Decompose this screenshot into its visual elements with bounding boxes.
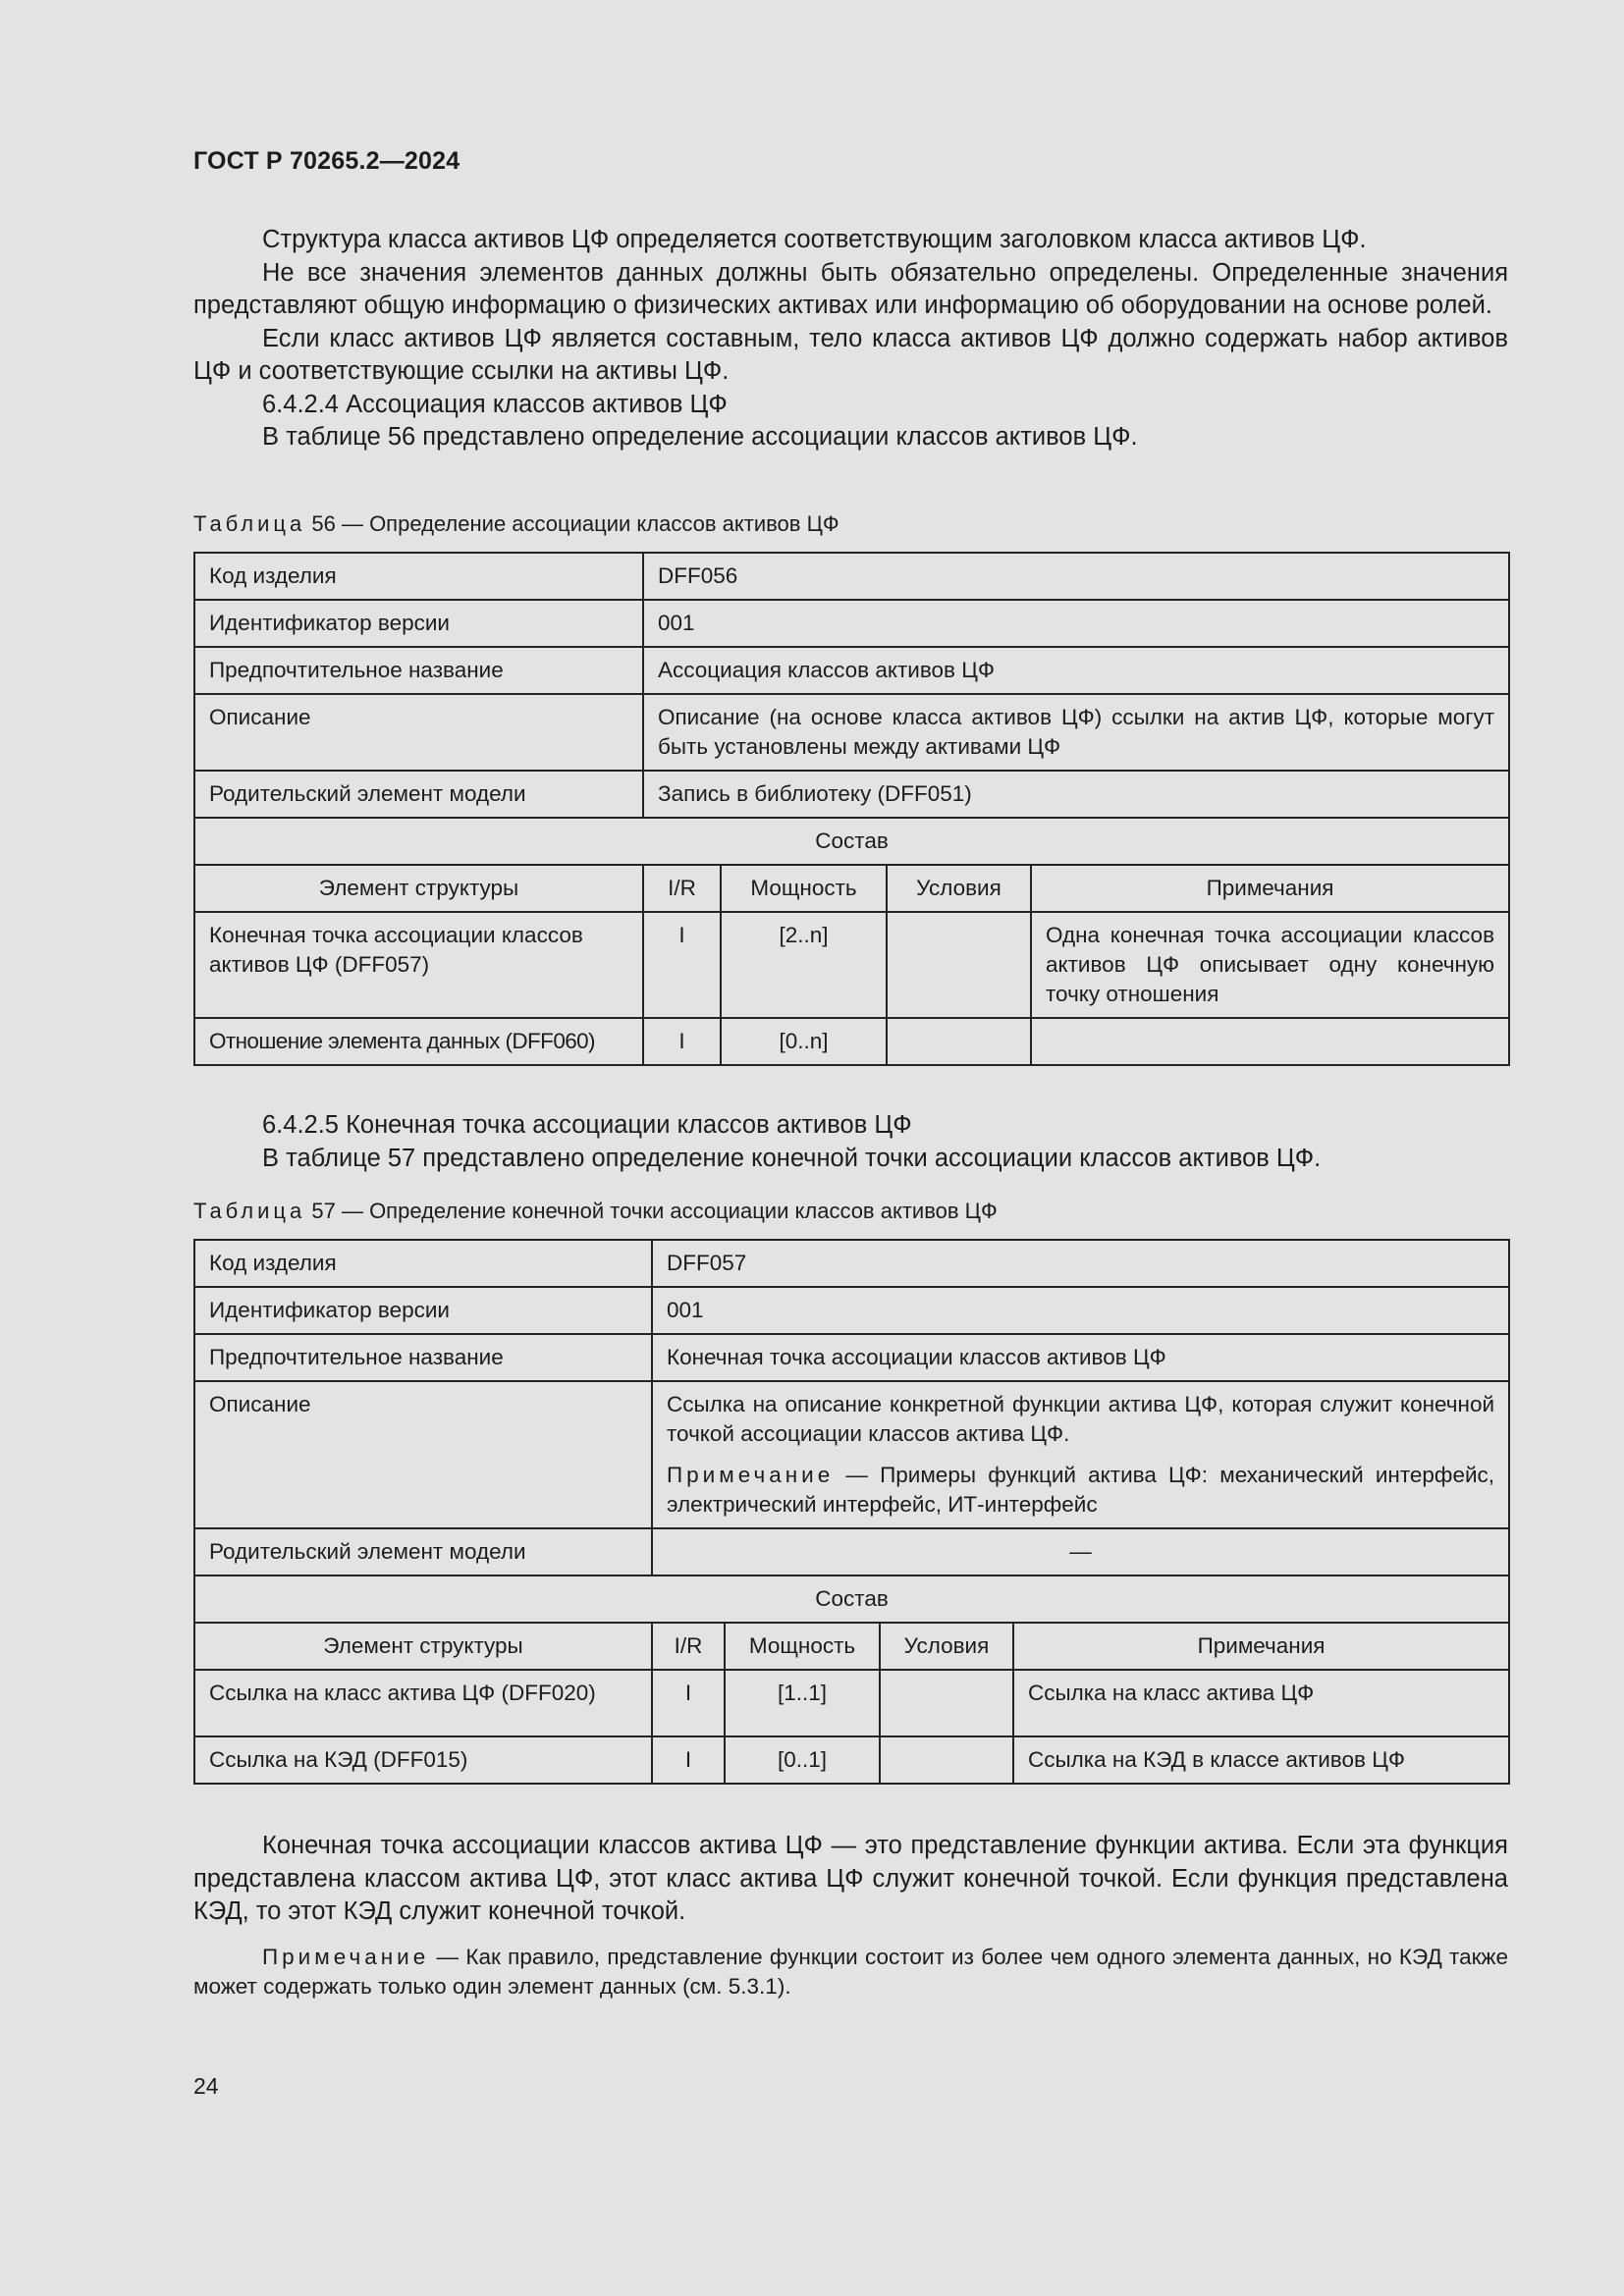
notes-cell: Одна конечная точка ассоциации классов активов ЦФ описывает одну конечную точку отношения bbox=[1031, 912, 1509, 1018]
power-cell: [1..1] bbox=[725, 1670, 880, 1736]
composition-row bbox=[194, 1575, 1509, 1623]
row-label: Родительский элемент модели bbox=[194, 1528, 652, 1575]
closing-note bbox=[193, 1943, 1508, 2002]
row-label: Описание bbox=[194, 694, 643, 771]
note-text: — Как правило, представление функции состоит из более чем одного элемента данных, но КЭД также может содержать только один элемент данных (см. 5.3.1). bbox=[193, 1944, 1508, 1999]
table56-caption-prefix: Таблица bbox=[193, 511, 306, 536]
ir-cell: I bbox=[652, 1736, 725, 1784]
table56 bbox=[193, 552, 1510, 1066]
document-header: ГОСТ Р 70265.2—2024 bbox=[193, 147, 460, 175]
element-cell: Конечная точка ассоциации классов активов ЦФ (DFF057) bbox=[194, 912, 643, 1018]
table-row bbox=[194, 647, 1509, 694]
conditions-cell bbox=[887, 1018, 1031, 1065]
column-header: Элемент структуры bbox=[194, 1623, 652, 1670]
table-row bbox=[194, 1381, 1509, 1528]
table-row bbox=[194, 1334, 1509, 1381]
table-row bbox=[194, 1528, 1509, 1575]
row-value: DFF057 bbox=[652, 1240, 1509, 1287]
notes-cell: Ссылка на класс актива ЦФ bbox=[1013, 1670, 1509, 1736]
column-header: Примечания bbox=[1031, 865, 1509, 912]
column-header: Элемент структуры bbox=[194, 865, 643, 912]
row-label: Идентификатор версии bbox=[194, 600, 643, 647]
row-value: — bbox=[652, 1528, 1509, 1575]
table56-wrapper bbox=[193, 552, 1508, 1066]
table57-caption bbox=[193, 1197, 1508, 1226]
element-cell: Ссылка на класс актива ЦФ (DFF020) bbox=[194, 1670, 652, 1736]
row-value: Запись в библиотеку (DFF051) bbox=[643, 771, 1509, 818]
note-label: Примечание bbox=[262, 1944, 430, 1969]
column-header: Мощность bbox=[725, 1623, 880, 1670]
row-label: Описание bbox=[194, 1381, 652, 1528]
intro-block bbox=[193, 224, 1508, 454]
element-cell: Отношение элемента данных (DFF060) bbox=[194, 1018, 643, 1065]
section-6425-block bbox=[193, 1109, 1508, 1175]
intro-paragraph-3: Если класс активов ЦФ является составным, тело класса активов ЦФ должно содержать набор активов ЦФ и соответствующие ссылки на активы ЦФ. bbox=[193, 324, 1508, 385]
element-cell: Ссылка на КЭД (DFF015) bbox=[194, 1736, 652, 1784]
column-header: Условия bbox=[887, 865, 1031, 912]
row-label: Предпочтительное название bbox=[194, 647, 643, 694]
page-number: 24 bbox=[193, 2073, 219, 2099]
table-row bbox=[194, 553, 1509, 600]
note-label: Примечание bbox=[667, 1463, 835, 1487]
notes-cell bbox=[1031, 1018, 1509, 1065]
row-value: 001 bbox=[643, 600, 1509, 647]
conditions-cell bbox=[887, 912, 1031, 1018]
table57-caption-text: 57 — Определение конечной точки ассоциации классов активов ЦФ bbox=[305, 1199, 998, 1223]
description-text: Ссылка на описание конкретной функции актива ЦФ, которая служит конечной точкой ассоциации классов актива ЦФ. bbox=[667, 1392, 1495, 1446]
column-header: I/R bbox=[643, 865, 721, 912]
column-header: Условия bbox=[880, 1623, 1013, 1670]
table-row bbox=[194, 771, 1509, 818]
column-header: Мощность bbox=[721, 865, 887, 912]
section-text-6424: В таблице 56 представлено определение ассоциации классов активов ЦФ. bbox=[262, 423, 1138, 451]
section-heading-6424: 6.4.2.4 Ассоциация классов активов ЦФ bbox=[262, 390, 728, 418]
table-row bbox=[194, 694, 1509, 771]
power-cell: [0..1] bbox=[725, 1736, 880, 1784]
ir-cell: I bbox=[652, 1670, 725, 1736]
table-row bbox=[194, 1240, 1509, 1287]
ir-cell: I bbox=[643, 912, 721, 1018]
row-value: 001 bbox=[652, 1287, 1509, 1334]
composition-title: Состав bbox=[194, 818, 1509, 865]
conditions-cell bbox=[880, 1670, 1013, 1736]
intro-paragraph-2: Не все значения элементов данных должны быть обязательно определены. Определенные значения представляют общую информацию о физических активах или информацию об оборудовании на основе ролей. bbox=[193, 258, 1508, 319]
closing-paragraph: Конечная точка ассоциации классов актива ЦФ — это представление функции актива. Если эта функция представлена классом актива ЦФ, этот класс актива ЦФ служит конечной точкой. Если функция представлена КЭД, то этот КЭД служит конечной точкой. bbox=[193, 1832, 1508, 1925]
composition-title: Состав bbox=[194, 1575, 1509, 1623]
table56-caption bbox=[193, 509, 1508, 539]
row-value: DFF056 bbox=[643, 553, 1509, 600]
description-note bbox=[667, 1461, 1494, 1520]
closing-block bbox=[193, 1830, 1508, 2002]
row-label: Идентификатор версии bbox=[194, 1287, 652, 1334]
row-label: Код изделия bbox=[194, 1240, 652, 1287]
intro-paragraph-1: Структура класса активов ЦФ определяется соответствующим заголовком класса активов ЦФ. bbox=[262, 226, 1367, 253]
column-header-row bbox=[194, 865, 1509, 912]
column-header-row bbox=[194, 1623, 1509, 1670]
table-row bbox=[194, 600, 1509, 647]
row-value: Конечная точка ассоциации классов активов ЦФ bbox=[652, 1334, 1509, 1381]
row-label: Код изделия bbox=[194, 553, 643, 600]
ir-cell: I bbox=[643, 1018, 721, 1065]
row-label: Предпочтительное название bbox=[194, 1334, 652, 1381]
table-row bbox=[194, 1287, 1509, 1334]
row-value: Описание (на основе класса активов ЦФ) ссылки на актив ЦФ, которые могут быть установлены между активами ЦФ bbox=[643, 694, 1509, 771]
section-text-6425: В таблице 57 представлено определение конечной точки ассоциации классов активов ЦФ. bbox=[262, 1144, 1322, 1172]
row-value bbox=[652, 1381, 1509, 1528]
table57-wrapper bbox=[193, 1239, 1508, 1785]
section-heading-6425: 6.4.2.5 Конечная точка ассоциации классов активов ЦФ bbox=[262, 1111, 912, 1139]
note-text: — Примеры функций актива ЦФ: механический интерфейс, электрический интерфейс, ИТ-интерфейс bbox=[667, 1463, 1495, 1517]
table-row bbox=[194, 912, 1509, 1018]
power-cell: [2..n] bbox=[721, 912, 887, 1018]
table57 bbox=[193, 1239, 1510, 1785]
composition-row bbox=[194, 818, 1509, 865]
table56-caption-text: 56 — Определение ассоциации классов активов ЦФ bbox=[305, 511, 839, 536]
table-row bbox=[194, 1018, 1509, 1065]
table57-caption-prefix: Таблица bbox=[193, 1199, 306, 1223]
column-header: I/R bbox=[652, 1623, 725, 1670]
column-header: Примечания bbox=[1013, 1623, 1509, 1670]
row-label: Родительский элемент модели bbox=[194, 771, 643, 818]
table-row bbox=[194, 1736, 1509, 1784]
power-cell: [0..n] bbox=[721, 1018, 887, 1065]
notes-cell: Ссылка на КЭД в классе активов ЦФ bbox=[1013, 1736, 1509, 1784]
conditions-cell bbox=[880, 1736, 1013, 1784]
row-value: Ассоциация классов активов ЦФ bbox=[643, 647, 1509, 694]
table-row bbox=[194, 1670, 1509, 1736]
